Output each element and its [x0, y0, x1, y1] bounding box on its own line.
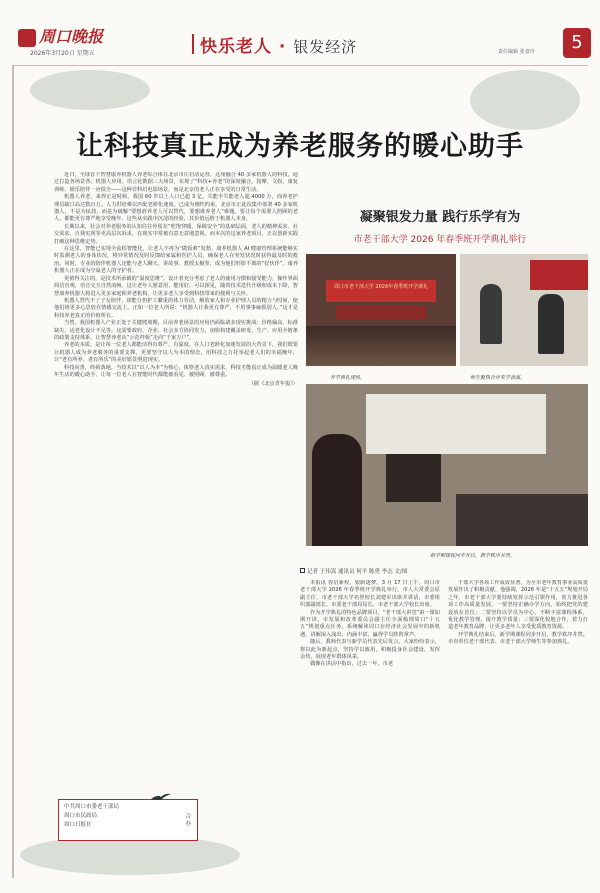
- sponsor-line-1: 中共周口市委老干部局: [64, 804, 120, 810]
- feature-right-paragraph: 干部大学各项工作成效显著，为全市老年教育事业高质量发展作出了积极贡献。他强调，2026 年是“十五五”规划开局之年，市老干部大学要持续发挥示范引领作用，着力推进各项工作高质量发展。一要坚持正确办学方向，始终把党的建设放在首位；二要坚持以学员为中心，不断丰富课程体系，优化教学管理，提升教学质量；三要深化校地合作，着力打造老年教育品牌，让更多老年人享受优质教育资源。: [448, 580, 588, 631]
- sponsor-line-3: 周口日报社: [64, 822, 92, 828]
- caption-stage: 开学典礼现场。: [330, 375, 366, 381]
- ink-wash-top-right: [470, 70, 580, 130]
- ink-wash-top-left: [30, 70, 150, 110]
- photo-classroom: [306, 384, 588, 546]
- photo-ceremony-stage: [306, 254, 456, 366]
- article-source: （据《北京青年报》）: [248, 381, 298, 388]
- classroom-podium: [386, 454, 441, 502]
- classroom-desks: [456, 494, 588, 546]
- photo-student-performance: [460, 254, 588, 366]
- performance-backdrop: [530, 260, 588, 290]
- masthead: [12, 22, 588, 66]
- ink-wash-bottom: [20, 835, 240, 875]
- credit-box-icon: [300, 568, 305, 573]
- classroom-whiteboard: [366, 394, 546, 454]
- left-article-paragraph: 当然，我国机器人产业正处于关键爬坡期，目前养老场景的应用仍面临诸多现实挑战：价格偏高、标准缺失、适老化设计不足等。这需要政府、企业、社会多方协同发力，加快构建覆盖研发、生产、应用全链条的政策支持体系，让智慧养老从“示范样板”走向“千家万户”。: [54, 320, 298, 341]
- audience-rows: [306, 326, 456, 366]
- feature-mid-paragraph: 偶像在讲话中指出，过去一年，市老: [310, 661, 394, 668]
- swallow-icon: [150, 792, 172, 802]
- left-article-paragraph: 在这里，智能已实现全流程智能化，让老人不再为“做饭难”发愁。康养机器人 AI 健康管理系统能够实时监测老人的身体状况，将异常情况及时反馈给家属和医护人员，确保老人在突发状况时获得最及时的救治。同时，专业的陪伴机器人还能与老人聊天、讲故事、教授太极拳，成为他们形影不离的“好伙伴”。康养机器人正在成为空巢老人的守护者。: [54, 246, 298, 275]
- paper-name: 周口晚报: [39, 27, 104, 46]
- photo-credit: 记者 王伟嵩 通讯员 何平 陈勇 李志 文/图: [300, 567, 407, 575]
- feature-mid-paragraph: 随后，教师代表与新学员代表先后发言。大家纷纷表示，将以此为新起点，坚持学以致用，积极投身社会建设，发挥余热，展现老年群体风采。: [300, 639, 440, 661]
- stage-desk: [336, 306, 426, 320]
- feature-column-right: [448, 580, 588, 880]
- left-article-column: [54, 172, 298, 732]
- sponsor-line-2: 周口市民政局: [64, 813, 98, 819]
- student-foreground: [312, 434, 362, 546]
- caption-classroom: 新学期课程同步开启，教学秩序井然。: [430, 553, 516, 559]
- column-divider: [192, 34, 194, 54]
- left-article-paragraph: 近日，全球首个智慧康养机器人养老综合体在北京市庄启动运营。这座融合 40 多家机器人的科技，通过打造各场景各、机器人应用、语言化数据三大场景，实现了“科技+养老”的深度融合。按摩、文娱、康复训练、娱乐陪伴一应俱全——这种非科幻电影场景，而是北京的老人正在享受的日常生活。: [54, 172, 298, 193]
- left-article-paragraph: 长期以来，社会对养老服务的认知往往停留在“吃饱穿暖、保障安全”的基础层面，老人的精神需求、社交需求、自我实现等更高层次诉求，在现实中常被有意无意地忽视。而本次的这家养老项目，正以创新实践打破这种思维定势。: [54, 223, 298, 245]
- sponsor-box: [58, 799, 198, 841]
- performer-2: [538, 294, 564, 354]
- sponsor-co-label: 合 办: [185, 814, 191, 827]
- left-article-paragraph: 机器人替代不了子女陪伴，却能分担护工繁重的体力劳动，解放家人和专业护理人员的精力与时间，使他们将更多心思放在情感交流上。正如一位老人所说：“机器人让我更有尊严，不用事事麻烦别人。”这才是科技养老真正的价值所在。: [54, 297, 298, 319]
- feature-column-middle: [300, 580, 440, 880]
- feature-mid-paragraph: 作为开学典礼的特色品牌项目，“老干部大讲堂”第一课如期开讲。市发展和改革委员会副主任全面梳理周口“十五五”规划重点任务，系统解读周口在经济社会发展中的新机遇，讲解深入浅出、内涵丰富，赢得学员阵阵掌声。: [300, 609, 440, 638]
- date-line: 2026年3月20日 星期五: [30, 50, 95, 57]
- seal-icon: [18, 29, 36, 47]
- page-number: 5: [563, 28, 591, 58]
- left-article-paragraph: 养老的本质，是让每一位老人都能活得有尊严、有温度。在人口老龄化加速发展的大背景下，我们既要让机器人成为养老服务的重要支撑，更要坚守以人为本的理念，用科技之力托举起老人们的幸福晚年，让“老有所养、老有所乐”的美好愿景照进现实。: [54, 342, 298, 364]
- feature-title: 凝聚银发力量 践行乐学有为: [359, 210, 521, 225]
- feature-right-paragraph: 开学典礼结束后，新学期课程同步开启，教学秩序井然。市直单位老干部代表、市老干部大学师生等参加典礼。: [448, 631, 588, 646]
- feature-subtitle: 市老干部大学 2026 年春季班开学典礼举行: [353, 235, 527, 245]
- performer-1: [480, 284, 502, 344]
- feature-mid-paragraph: 本报讯 春启新程，银龄逐梦。3 月 17 日上午，周口市老干部大学 2026 年春季班开学典礼举行。市人大常委会原副主任、市老干部大学名誉校长刘建军出席并讲话，市委组织部副部长、市委老干部局局长、市老干部大学校长出席。: [300, 580, 440, 609]
- page-frame: [12, 66, 14, 878]
- stage-banner: 周口市老干部大学 2026年春季班开学典礼: [326, 280, 436, 302]
- caption-performance: 师生聚焦合评奖学表演。: [470, 375, 526, 381]
- editor-credit: 责任编辑 张食玲: [498, 49, 535, 55]
- left-article-paragraph: 机器人养老，来得正是时候。我国 60 岁以上人口已超 3 亿，失能半失能老人超 4000 万，而养老护理员缺口高达数百万。人力供给难以匹配老龄化速度，已成为刚性约束。北京市正此次集中部署 40 多家机器人，不是为炫技，而是为破解“要想谁养老人可以替代，要想谁养老人”难题。要让每个需要人照顾的老人，都能更有尊严地享受晚年。这些从实践中沉淀的经验，其价值远胜于机器人本身。: [54, 194, 298, 223]
- left-article-paragraph: 更值得关注的，是技术所承载的“温度思维”。设计者充分考虑了老人的使用习惯和接受能力，操作界面简洁直观，语音交互自然流畅。这让老年人愿意用、能用好。可以预见，随着技术迭代升级和成本下降，智慧康养机器人将进入更多家庭和养老机构，让更多老人享受到科技带来的便利与关怀。: [54, 275, 298, 297]
- column-name: 快乐老人 · 银发经济: [200, 37, 358, 57]
- paper-logo: [18, 24, 103, 47]
- left-article-paragraph: 科技向善，终须落地。当技术以“以人为本”为核心，体察老人真实需求，科技才能真正成为温暖老人晚年生活的暖心助手，让每一位老人在智能时代都能被看见、被照顾、被尊重。: [54, 364, 298, 378]
- page-headline: 让科技真正成为养老服务的暖心助手: [76, 131, 524, 162]
